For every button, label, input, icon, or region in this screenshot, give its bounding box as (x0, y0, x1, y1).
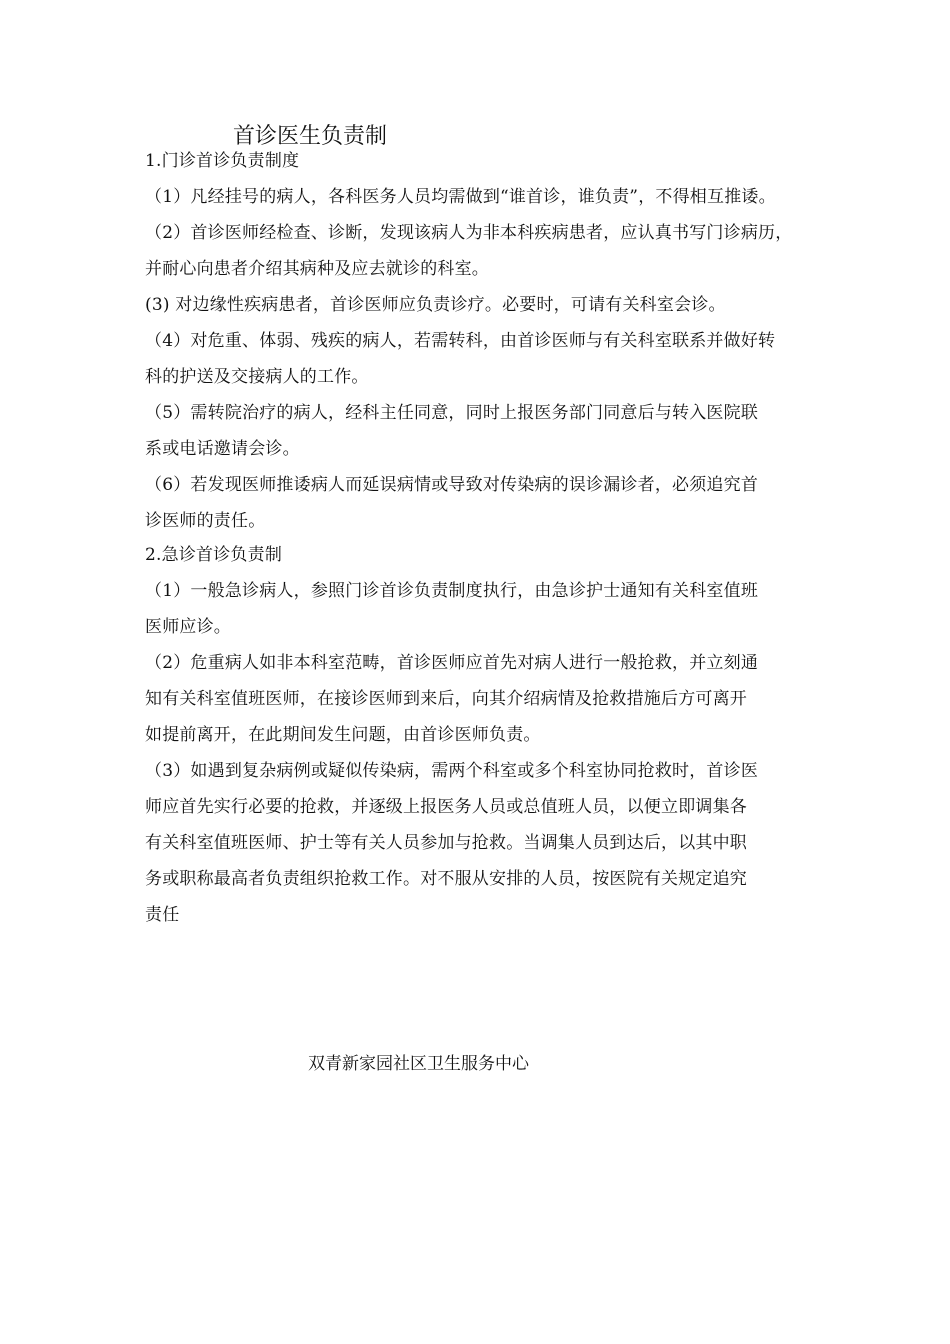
paragraph-line: 如提前离开，在此期间发生问题，由首诊医师负责。 (145, 725, 541, 745)
paragraph-line: 师应首先实行必要的抢救，并逐级上报医务人员或总值班人员，以便立即调集各 (145, 797, 747, 817)
paragraph-line: （6）若发现医师推诿病人而延误病情或导致对传染病的误诊漏诊者，必须追究首 (145, 475, 759, 495)
paragraph-line: （4）对危重、体弱、残疾的病人，若需转科，由首诊医师与有关科室联系并做好转 (145, 331, 776, 351)
paragraph-line: 医师应诊。 (145, 617, 231, 637)
paragraph-line: 知有关科室值班医师，在接诊医师到来后，向其介绍病情及抢救措施后方可离开 (145, 689, 747, 709)
paragraph-line: 责任 (145, 905, 180, 925)
paragraph-line: 科的护送及交接病人的工作。 (145, 367, 369, 387)
document-title: 首诊医生负责制 (233, 124, 388, 149)
paragraph-line: 务或职称最高者负责组织抢救工作。对不服从安排的人员，按医院有关规定追究 (145, 869, 747, 889)
section-heading-emergency: 2.急诊首诊负责制 (145, 545, 283, 565)
paragraph-line: (3) 对边缘性疾病患者，首诊医师应负责诊疗。必要时，可请有关科室会诊。 (145, 295, 726, 315)
section-heading-outpatient: 1.门诊首诊负责制度 (145, 151, 300, 171)
paragraph-line: （3）如遇到复杂病例或疑似传染病，需两个科室或多个科室协同抢救时，首诊医 (145, 761, 759, 781)
paragraph-line: 有关科室值班医师、护士等有关人员参加与抢救。当调集人员到达后，以其中职 (145, 833, 747, 853)
paragraph-line: （2）危重病人如非本科室范畴，首诊医师应首先对病人进行一般抢救，并立刻通 (145, 653, 759, 673)
paragraph-line: 诊医师的责任。 (145, 511, 266, 531)
organization-footer: 双青新家园社区卫生服务中心 (308, 1054, 529, 1074)
paragraph-line: （5）需转院治疗的病人，经科主任同意，同时上报医务部门同意后与转入医院联 (145, 403, 759, 423)
paragraph-line: 系或电话邀请会诊。 (145, 439, 300, 459)
paragraph-line: （2）首诊医师经检查、诊断，发现该病人为非本科疾病患者，应认真书写门诊病历， (145, 223, 793, 243)
paragraph-line: （1）一般急诊病人，参照门诊首诊负责制度执行，由急诊护士通知有关科室值班 (145, 581, 759, 601)
paragraph-line: （1）凡经挂号的病人，各科医务人员均需做到“谁首诊，谁负责”，不得相互推诿。 (145, 187, 776, 207)
paragraph-line: 并耐心向患者介绍其病种及应去就诊的科室。 (145, 259, 489, 279)
